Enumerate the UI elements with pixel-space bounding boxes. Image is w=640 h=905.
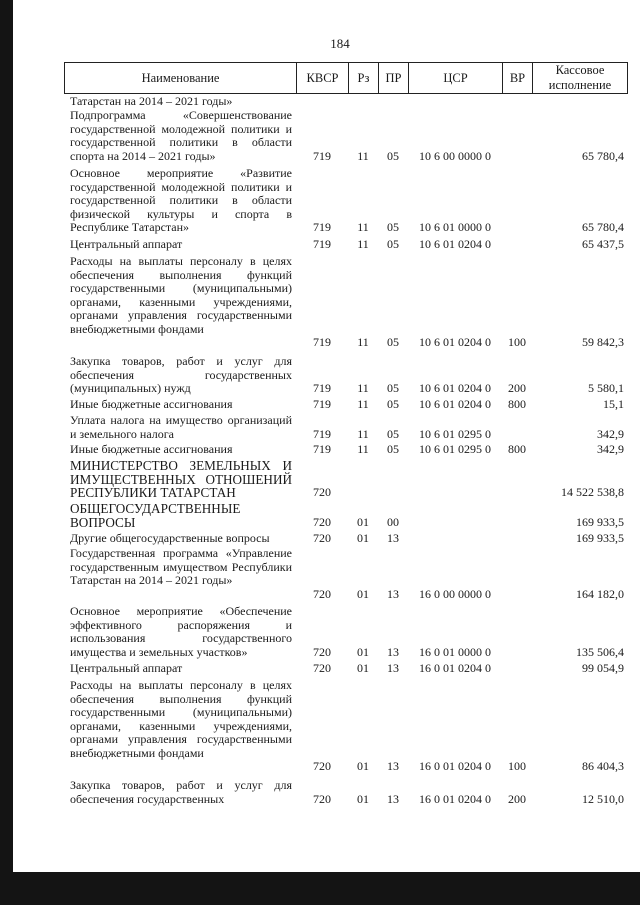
- row-csr: 10 6 01 0204 0: [419, 237, 491, 251]
- row-kvsr: 719: [313, 442, 331, 456]
- row-csr: 10 6 01 0204 0: [419, 381, 491, 395]
- row-kvsr: 720: [313, 485, 331, 499]
- row-csr: 16 0 01 0204 0: [419, 759, 491, 773]
- page-number: 184: [330, 36, 350, 51]
- row-kvsr: 719: [313, 237, 331, 251]
- header-rz: Рз: [348, 63, 378, 93]
- row-rz: 01: [357, 644, 369, 659]
- scan-edge-bottom: [0, 872, 640, 905]
- row-name: Уплата налога на имущество организаций и земельного налога: [70, 413, 292, 441]
- row-sum: 65 437,5: [582, 237, 624, 251]
- row-vr: 100: [508, 759, 526, 773]
- row-rz: 11: [357, 220, 369, 234]
- header-vr: ВР: [502, 63, 532, 93]
- row-sum: 342,9: [597, 442, 624, 456]
- row-pr: 13: [387, 644, 399, 659]
- row-name: Подпрограмма «Совершенствование государственной молодежной политики и государственной политики в области спорта на 2014 – 2021 годы»: [70, 108, 292, 163]
- row-rz: 11: [357, 335, 369, 349]
- row-pr: 05: [387, 381, 399, 395]
- row-kvsr: 720: [313, 586, 331, 601]
- row-pr: 05: [387, 426, 399, 441]
- row-name: Основное мероприятие «Развитие государственной молодежной политики и государственной политики в области физической культуры и спорта в Республике Татарстан»: [70, 166, 292, 234]
- row-kvsr: 720: [313, 791, 331, 806]
- row-name: Другие общегосударственные вопросы: [70, 531, 270, 545]
- row-csr: 10 6 00 0000 0: [419, 148, 491, 163]
- header-name: Наименование: [141, 70, 220, 85]
- row-rz: 01: [357, 514, 369, 529]
- row-name: Центральный аппарат: [70, 661, 183, 675]
- header-pr: ПР: [378, 63, 408, 93]
- row-name: Татарстан на 2014 – 2021 годы»: [70, 94, 233, 108]
- row-name: Государственная программа «Управление государственным имуществом Республики Татарстан на 2014 – 2021 годы»: [70, 546, 292, 587]
- row-pr: 05: [387, 148, 399, 163]
- row-sum: 5 580,1: [588, 381, 624, 395]
- row-vr: 200: [508, 791, 526, 806]
- row-name: ОБЩЕГОСУДАРСТВЕННЫЕ ВОПРОСЫ: [70, 501, 241, 530]
- row-rz: 01: [357, 531, 369, 545]
- row-sum: 65 780,4: [582, 148, 624, 163]
- row-pr: 05: [387, 442, 399, 456]
- row-pr: 13: [387, 791, 399, 806]
- row-kvsr: 719: [313, 148, 331, 163]
- row-rz: 01: [357, 661, 369, 675]
- row-vr: 200: [508, 381, 526, 395]
- row-kvsr: 719: [313, 426, 331, 441]
- row-sum: 169 933,5: [576, 514, 624, 529]
- row-pr: 13: [387, 586, 399, 601]
- row-pr: 05: [387, 220, 399, 234]
- row-name: Центральный аппарат: [70, 237, 183, 251]
- table-header: [64, 62, 628, 94]
- row-sum: 12 510,0: [582, 791, 624, 806]
- row-kvsr: 719: [313, 381, 331, 395]
- row-kvsr: 720: [313, 514, 331, 529]
- row-sum: 99 054,9: [582, 661, 624, 675]
- row-name: Расходы на выплаты персоналу в целях обеспечения выполнения функций государственными (муниципальными) органами, казенными учреждениями, органами управления государственными внебюджетными фондами: [70, 678, 292, 760]
- header-sum: Кассовое исполнение: [532, 63, 627, 93]
- row-name: Основное мероприятие «Обеспечение эффективного распоряжения и использования государственного имущества и земельных участков»: [70, 604, 292, 659]
- row-pr: 05: [387, 237, 399, 251]
- row-pr: 13: [387, 661, 399, 675]
- row-kvsr: 720: [313, 531, 331, 545]
- row-csr: 10 6 01 0000 0: [419, 220, 491, 234]
- row-rz: 11: [357, 237, 369, 251]
- row-sum: 342,9: [597, 426, 624, 441]
- row-rz: 11: [357, 148, 369, 163]
- row-pr: 13: [387, 759, 399, 773]
- row-rz: 01: [357, 586, 369, 601]
- scan-edge-left: [0, 0, 13, 905]
- row-name: Иные бюджетные ассигнования: [70, 397, 233, 411]
- header-kvsr: КВСР: [296, 63, 348, 93]
- row-sum: 164 182,0: [576, 586, 624, 601]
- row-csr: 16 0 01 0204 0: [419, 661, 491, 675]
- row-sum: 86 404,3: [582, 759, 624, 773]
- row-pr: 05: [387, 335, 399, 349]
- row-name: Иные бюджетные ассигнования: [70, 442, 233, 456]
- row-rz: 01: [357, 791, 369, 806]
- row-sum: 65 780,4: [582, 220, 624, 234]
- row-name: Закупка товаров, работ и услуг для обеспечения государственных (муниципальных) нужд: [70, 354, 292, 395]
- row-kvsr: 720: [313, 759, 331, 773]
- row-csr: 10 6 01 0204 0: [419, 335, 491, 349]
- row-kvsr: 719: [313, 397, 331, 411]
- row-name: Расходы на выплаты персоналу в целях обеспечения выполнения функций государственными (муниципальными) органами, казенными учреждениями, органами управления государственными внебюджетными фондами: [70, 254, 292, 336]
- row-csr: 10 6 01 0295 0: [419, 426, 491, 441]
- row-rz: 11: [357, 426, 369, 441]
- row-kvsr: 719: [313, 220, 331, 234]
- row-vr: 800: [508, 397, 526, 411]
- row-sum: 14 522 538,8: [561, 485, 624, 499]
- row-sum: 59 842,3: [582, 335, 624, 349]
- row-sum: 135 506,4: [576, 644, 624, 659]
- row-vr: 100: [508, 335, 526, 349]
- row-pr: 00: [387, 514, 399, 529]
- row-name: Закупка товаров, работ и услуг для обеспечения государственных: [70, 778, 292, 806]
- row-rz: 11: [357, 397, 369, 411]
- row-csr: 16 0 00 0000 0: [419, 586, 491, 601]
- row-sum: 169 933,5: [576, 531, 624, 545]
- row-csr: 10 6 01 0204 0: [419, 397, 491, 411]
- row-pr: 05: [387, 397, 399, 411]
- row-csr: 16 0 01 0000 0: [419, 644, 491, 659]
- row-kvsr: 719: [313, 335, 331, 349]
- row-kvsr: 720: [313, 644, 331, 659]
- header-csr: ЦСР: [408, 63, 502, 93]
- row-csr: 16 0 01 0204 0: [419, 791, 491, 806]
- row-pr: 13: [387, 531, 399, 545]
- row-vr: 800: [508, 442, 526, 456]
- row-sum: 15,1: [603, 397, 624, 411]
- row-rz: 11: [357, 381, 369, 395]
- row-csr: 10 6 01 0295 0: [419, 442, 491, 456]
- row-rz: 11: [357, 442, 369, 456]
- row-rz: 01: [357, 759, 369, 773]
- row-name: МИНИСТЕРСТВО ЗЕМЕЛЬНЫХ И ИМУЩЕСТВЕННЫХ ОТНОШЕНИЙ РЕСПУБЛИКИ ТАТАРСТАН: [70, 458, 292, 500]
- row-kvsr: 720: [313, 661, 331, 675]
